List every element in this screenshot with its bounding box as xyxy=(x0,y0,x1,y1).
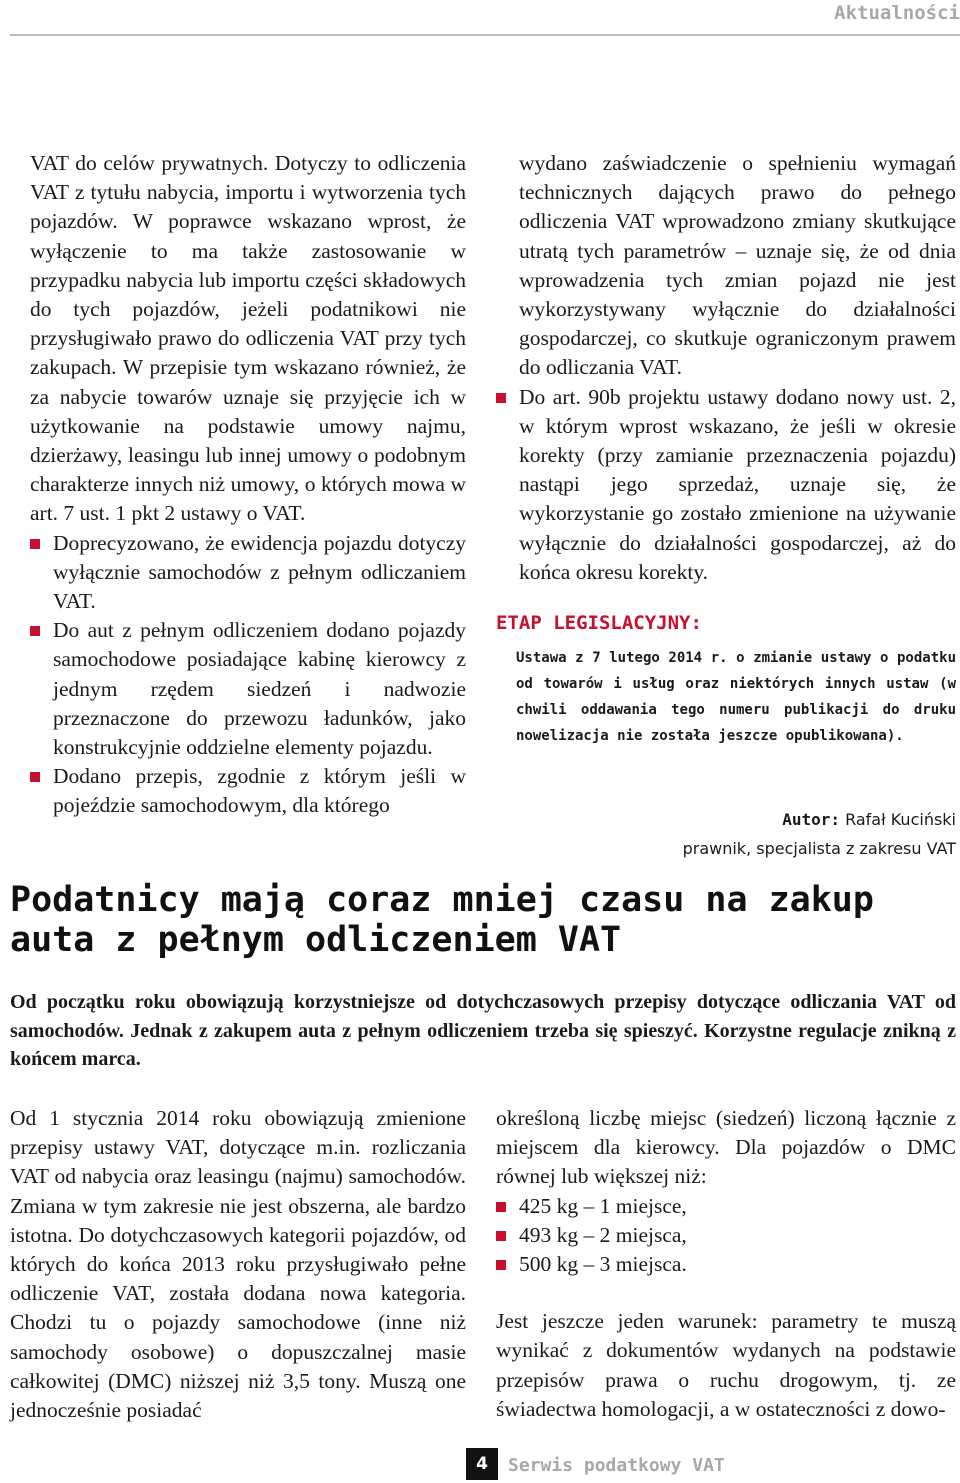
article-lead: Od początku roku obowiązują korzystniejsze od dotychczasowych przepisy dotyczące odliczania VAT od samochodów. Jednak z zakupem auta z pełnym odliczeniem trzeba się spieszyć. Korzystne regulacje znikną z końcem marca. xyxy=(10,991,956,1070)
page-number-box: 4 xyxy=(466,1448,498,1480)
list-item-text: 500 kg – 3 miejsca. xyxy=(519,1252,687,1277)
bullet-square-icon xyxy=(30,772,40,782)
top-left-column xyxy=(30,149,466,821)
list-item-text: Do aut z pełnym odliczeniem dodano pojazdy samochodowe posiadające kabinę kierowcy z jednym rzędem siedzeń i nadwozie przeznaczone do przewozu ładunków, jako konstrukcyjnie oddzielne elementy pojazdu. xyxy=(53,618,466,760)
list-item xyxy=(496,1221,956,1250)
bullet-square-icon xyxy=(496,1260,506,1270)
publication-name: Serwis podatkowy VAT xyxy=(508,1455,725,1476)
top-right-column xyxy=(496,149,956,863)
legislative-stage-text: Ustawa z 7 lutego 2014 r. o zmianie ustawy o podatku od towarów i usług oraz niektórych innych ustaw (w chwili oddawania tego numeru publikacji do druku nowelizacja nie została jeszcze opublikowana). xyxy=(516,650,956,745)
author-label: Autor: xyxy=(782,810,840,830)
list-item xyxy=(30,616,466,762)
author-role: prawnik, specjalista z zakresu VAT xyxy=(682,839,956,859)
list-item-text: Doprecyzowano, że ewidencja pojazdu dotyczy wyłącznie samochodów z pełnym odliczaniem VAT. xyxy=(53,530,466,614)
legislative-stage-title: ETAP LEGISLACYJNY: xyxy=(496,612,702,635)
list-item xyxy=(30,762,466,820)
list-item-text: Do art. 90b projektu ustawy dodano nowy ust. 2, w którym wprost wskazano, że jeśli w okresie korekty (przy zamianie przeznaczenia pojazdu) nastąpi jego sprzedaż, uznaje się, że wykorzystanie go zostało zmienione na używanie wyłącznie do działalności gospodarczej, aż do końca okresu korekty. xyxy=(519,384,956,584)
bullet-square-icon xyxy=(496,393,506,403)
list-item-text: 425 kg – 1 miejsce, xyxy=(519,1193,687,1218)
bottom-left-column xyxy=(10,1104,466,1425)
article-headline: Podatnicy mają coraz mniej czasu na zakup auta z pełnym odliczeniem VAT xyxy=(10,880,874,960)
list-item xyxy=(30,529,466,617)
top-right-paragraph: wydano zaświadczenie o spełnieniu wymagań technicznych dających prawo do pełnego odliczenia VAT wprowadzono zmiany skutkujące utratą tych parametrów – uznaje się, że od dnia wprowadzenia tych zmian pojazd nie jest wykorzystywany wyłącznie do działalności gospodarczej, co skutkuje ograniczonym prawem do odliczania VAT. xyxy=(519,151,956,380)
list-item-text: 493 kg – 2 miejsca, xyxy=(519,1222,687,1247)
bullet-square-icon xyxy=(30,626,40,636)
top-right-bullet-list xyxy=(496,383,956,587)
bullet-square-icon xyxy=(496,1231,506,1241)
bottom-right-paragraph-2: Jest jeszcze jeden warunek: parametry te muszą wynikać z dokumentów wydanych na podstawie przepisów prawa o ruchu drogowym, tj. ze świadectwa homologacji, a w ostateczności z dowo- xyxy=(496,1309,956,1421)
list-item xyxy=(496,1192,956,1221)
bottom-right-paragraph: określoną liczbę miejsc (siedzeń) liczoną łącznie z miejscem dla kierowcy. Dla pojazdów o DMC równej lub większej niż: xyxy=(496,1106,956,1189)
top-left-bullet-list xyxy=(30,529,466,821)
list-item xyxy=(496,383,956,587)
bottom-right-column xyxy=(496,1104,956,1424)
list-item-text: Dodano przepis, zgodnie z którym jeśli w pojeździe samochodowym, dla którego xyxy=(53,764,466,818)
header-rule xyxy=(10,34,960,36)
bullet-square-icon xyxy=(30,539,40,549)
section-label: Aktualności xyxy=(834,2,960,24)
bottom-left-paragraph: Od 1 stycznia 2014 roku obowiązują zmienione przepisy ustawy VAT, dotyczące m.in. rozliczania VAT od nabycia oraz leasingu (najmu) samochodów. Zmiana w tym zakresie nie jest obszerna, ale bardzo istotna. Do dotychczasowych kategorii pojazdów, od których do końca 2013 roku przysługiwało pełne odliczenie VAT, została dodana nowa kategoria. Chodzi tu o pojazdy samochodowe (inne niż samochody osobowe) o dopuszczalnej masie całkowitej (DMC) niższej niż 3,5 tony. Muszą one jednocześnie posiadać xyxy=(10,1106,466,1423)
top-left-paragraph: VAT do celów prywatnych. Dotyczy to odliczenia VAT z tytułu nabycia, importu i wytworzenia tych pojazdów. W poprawce wskazano wprost, że wyłączenie to ma także zastosowanie w przypadku nabycia lub importu części składowych do tych pojazdów, jeżeli podatnikowi nie przysługiwało prawo do odliczenia VAT przy tych zakupach. W przepisie tym wskazano również, że za nabycie towarów uznaje się przyjęcie ich w użytkowanie na podstawie umowy najmu, dzierżawy, leasingu lub innej umowy o podobnym charakterze innych niż umowy, o których mowa w art. 7 ust. 1 pkt 2 ustawy o VAT. xyxy=(30,151,466,526)
bullet-square-icon xyxy=(496,1202,506,1212)
author-name: Rafał Kuciński xyxy=(845,810,956,830)
bottom-right-bullet-list xyxy=(496,1192,956,1280)
list-item xyxy=(496,1250,956,1279)
author-block xyxy=(496,805,956,863)
paragraph-spacer xyxy=(496,1279,956,1307)
